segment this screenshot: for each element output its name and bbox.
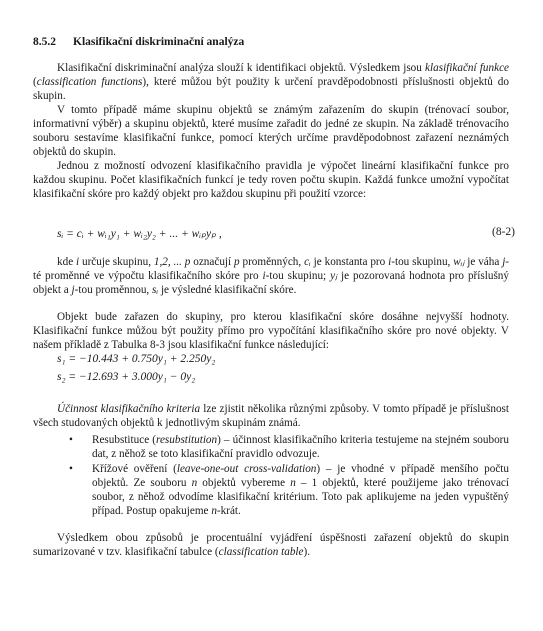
text-run: je výsledné klasifikační skóre. [158, 284, 297, 296]
term-efficiency: Účinnost klasifikačního kriteria [57, 403, 201, 415]
text-run: ( [33, 76, 37, 88]
closing-block [33, 531, 509, 559]
text-run: -té proměnné ve výpočtu klasifikačního skóre pro [33, 256, 510, 282]
text-run: je konstanta pro [310, 256, 389, 268]
math-var: n [211, 505, 217, 517]
math-var: j [71, 284, 75, 296]
text-run: ) – je vhodné v případě menšího počtu objektů. Ze souboru [92, 463, 509, 489]
assignment-block [33, 310, 509, 352]
text-run: ) – účinnost klasifikačního kriteria testujeme na stejném souboru dat, z něhož se toto klasifikační pravidlo odvozuje. [92, 434, 509, 460]
method-name-english: leave-one-out cross-validation [176, 463, 317, 475]
math-var: p [234, 256, 240, 268]
math-var: j [502, 256, 506, 268]
section-heading [33, 36, 244, 48]
math-var: i [388, 256, 392, 268]
paragraph-variable-explanation [33, 255, 509, 297]
method-name: Křížové ověření [92, 463, 168, 475]
equation-8-2 [57, 226, 515, 244]
math-var: i [262, 270, 266, 282]
text-run: ), které můžou být použity k určení pravděpodobnosti příslušnosti objektů do skupin. [33, 76, 509, 102]
math-var: n [191, 477, 198, 489]
math-var: sᵢ [152, 284, 159, 296]
text-run: -tou skupinu, [391, 256, 454, 268]
text-run: -krát. [216, 505, 241, 517]
bullet-icon: • [69, 434, 73, 446]
paragraph-efficiency [33, 402, 509, 430]
method-list [67, 433, 509, 519]
text-run: lze zjistit několika různými způsoby. V tomto případě je příslušnost všech studovaných objektů k jednotlivým skupinám známá. [33, 403, 509, 429]
explanation-block [33, 255, 509, 297]
method-name-english: resubstitution [156, 434, 218, 446]
intro-block [33, 61, 509, 201]
text-run: proměnných, [239, 256, 305, 268]
text-run: Výsledkem obou způsobů je procentuální vyjádření úspěšnosti zařazení objektů do skupin sumarizované v tzv. klasifikační tabulce ( [33, 532, 509, 558]
text-run: -tou skupinu; [265, 270, 331, 282]
list-item-resubstitution [67, 433, 509, 461]
text-run: ( [149, 434, 156, 446]
paragraph-closing [33, 531, 509, 559]
math-var: wᵢⱼ [453, 256, 465, 268]
section-title: Klasifikační diskriminační analýza [73, 36, 245, 48]
section-number: 8.5.2 [33, 36, 56, 48]
equation-formula: sᵢ = cᵢ + wᵢ₁y₁ + wᵢ₂y₂ + ... + wᵢₚyₚ , [57, 228, 222, 240]
text-run: je váha [464, 256, 503, 268]
function-s1: s₁ = −10.443 + 0.750y₁ + 2.250y₂ [57, 353, 216, 365]
term-classification-functions: klasifikační funkce [425, 62, 509, 74]
math-var: 1,2, ... p [153, 256, 191, 268]
text-run: ( [167, 463, 177, 475]
paragraph-intro [33, 61, 509, 103]
efficiency-block [33, 402, 509, 430]
math-var: yⱼ [330, 270, 338, 282]
text-run: -tou proměnnou, [74, 284, 153, 296]
equation-number: (8-2) [492, 226, 515, 238]
text-run: kde [57, 256, 77, 268]
bullet-icon: • [69, 463, 73, 475]
term-english: classification functions [36, 76, 143, 88]
paragraph-linear-function: Jednou z možností odvození klasifikačního pravidla je výpočet lineární klasifikační funkce pro každou skupinu. Počet klasifikačních funkcí je tedy roven počtu skupin. Každá funkce umožní vypočítat klasifikační skóre pro každý objekt pro každou skupinu při použití vzorce: [33, 160, 509, 200]
text-run: ). [303, 546, 311, 558]
text-run: objektů vybereme [197, 477, 291, 489]
math-var: n [290, 477, 296, 489]
math-var: i [76, 256, 80, 268]
list-item-cross-validation [67, 462, 509, 518]
math-var: cᵢ [304, 256, 311, 268]
text-run: je pozorovaná hodnota pro příslušný objekt a [33, 270, 509, 296]
method-name: Resubstituce [92, 434, 150, 446]
text-run: určuje skupinu, [79, 256, 154, 268]
text-run: Klasifikační diskriminační analýza slouží k identifikaci objektů. Výsledkem jsou [57, 62, 426, 74]
term-english: classification table [218, 546, 304, 558]
function-s2: s₂ = −12.693 + 3.000y₁ − 0y₂ [57, 371, 196, 383]
text-run: označují [190, 256, 235, 268]
text-run: – 1 objektů, které použijeme jako trénovací soubor, z něhož odvodíme klasifikační kritérium. Toto pak aplikujeme na jeden vypuštěný případ. Postup opakujeme [92, 477, 509, 517]
paragraph-assignment: Objekt bude zařazen do skupiny, pro kterou klasifikační skóre dosáhne nejvyšší hodnoty. Klasifikační funkce můžou být použity přímo pro vypočítání klasifikačního skóre pro nové objekty. V našem příkladě z Tabulka 8-3 jsou klasifikační funkce následující: [33, 311, 509, 351]
paragraph-training: V tomto případě máme skupinu objektů se známým zařazením do skupin (trénovací soubor, informativní výběr) a skupinu objektů, které musíme zařadit do jedné ze skupin. Na základě trénovacího souboru sestavíme klasifikační funkce, pomocí kterých určíme pravděpodobnost zařazení neznámých objektů do skupin. [33, 104, 509, 158]
